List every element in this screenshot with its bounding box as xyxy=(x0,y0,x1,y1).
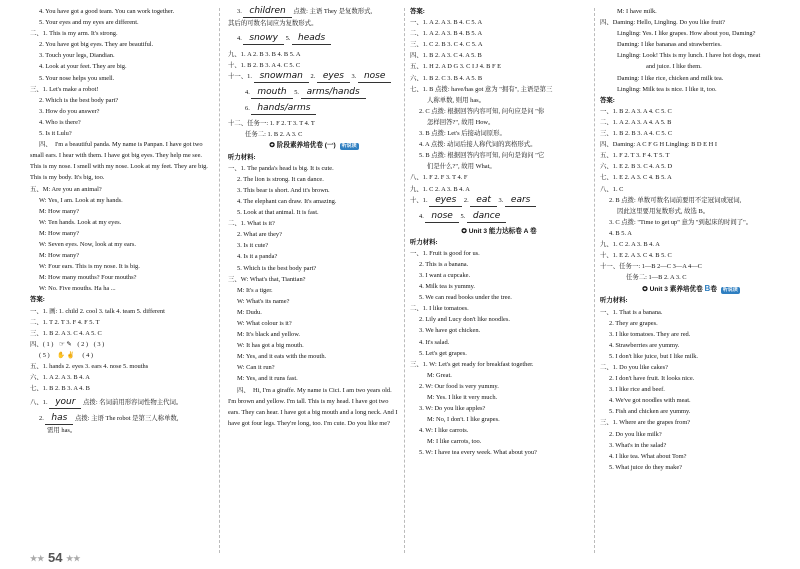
text-line: Lingling: Look! This is my lunch. I have hot dogs, meat xyxy=(617,52,761,60)
section-title xyxy=(410,226,588,237)
text-line: M: How many? xyxy=(39,252,80,260)
answer-line xyxy=(410,211,588,223)
text-line: 3. I want a cupcake. xyxy=(419,271,471,279)
answer-note: 点拨: 主语 The robot 是第三人称单数, xyxy=(74,415,179,423)
text-line: M: Yes, and it runs fast. xyxy=(237,375,298,383)
text-line: 2. I don't have fruit. It looks nice. xyxy=(609,375,695,383)
text-line: 4. Who is there? xyxy=(39,118,81,126)
section-suffix: 卷 xyxy=(710,286,717,294)
text-line: 3. Is it cute? xyxy=(237,242,269,250)
text-line: Lingling: Yes. I like grapes. How about you, Daming? xyxy=(617,30,756,38)
star-icon: ✪ xyxy=(461,227,467,235)
page-number-text: 54 xyxy=(47,550,63,565)
text-line: 二、1. I like tomatoes. xyxy=(410,305,469,313)
text-line: 2. What are they? xyxy=(237,231,282,239)
text-line: M: How many? xyxy=(39,229,80,237)
answers-heading: 答案: xyxy=(30,296,45,304)
handwritten-answer: dance xyxy=(467,211,506,223)
answer-number: 十、1. xyxy=(410,196,428,204)
answer-line: 一、1. 画: 1. child 2. cool 3. talk 4. team 5. different xyxy=(30,307,165,315)
text-line: W: No. Five mouths. Ha ha ... xyxy=(39,285,116,293)
answer-line: 八、1. C xyxy=(600,185,624,193)
answer-line: 二、1. A 2. A 3. B 4. B 5. A xyxy=(410,30,483,38)
text-line: M: I like carrots, too. xyxy=(427,438,482,446)
text-line: 三、1. Let's make a robot! xyxy=(30,85,99,93)
text-line: 5. What juice do they make? xyxy=(609,463,682,471)
text-line: 4. Look at your feet. They are big. xyxy=(39,63,127,71)
matching-answer xyxy=(30,350,210,361)
answer-line xyxy=(30,397,210,409)
text-line: 三、1. W: Let's get ready for breakfast together. xyxy=(410,360,534,368)
text-line: M: I have milk. xyxy=(617,8,657,15)
text-line: Daming: I like bananas and strawberries. xyxy=(617,41,722,49)
text-line: 3. I like tomatoes. They are red. xyxy=(609,330,691,338)
answer-line: 十、1. E 2. A 3. C 4. B 5. C xyxy=(600,252,672,260)
handwritten-answer: nose xyxy=(425,211,458,223)
text-line: 3. I like rice and beef. xyxy=(609,386,665,394)
thumb-icon: ✋ ✌ xyxy=(57,351,75,359)
text-line: 5. I don't like juice, but I like milk. xyxy=(609,352,699,360)
answer-line: 八、1. F 2. F 3. T 4. F xyxy=(410,174,468,182)
answer-number: 4. xyxy=(419,212,424,220)
answer-line: 十二、任务一: 1. F 2. T 3. T 4. T xyxy=(228,120,315,128)
answer-line: 2. B 点拨: 单数可数名词前要用不定冠词或冠词, xyxy=(609,196,742,204)
answer-line: 怎样回答?", 故用 How。 xyxy=(427,118,495,126)
answer-line: 七、1. E 2. A 3. C 4. B 5. A xyxy=(600,174,672,182)
answer-line: 五、1. hands 2. eyes 3. ears 4. nose 5. mouths xyxy=(30,363,149,370)
handwritten-answer: mouth xyxy=(251,87,292,99)
section-title xyxy=(228,140,400,151)
text-line: 4. W: I like carrots. xyxy=(419,427,469,435)
text-line: 2. Which is the best body part? xyxy=(39,96,119,104)
text-line: Lingling: Milk tea is nice. I like it, too. xyxy=(617,85,717,93)
answer-line: 五、1. H 2. A D G 3. C I J 4. B F E xyxy=(410,63,502,71)
text-line: M: Great. xyxy=(427,371,452,379)
text-line: M: It's a tiger. xyxy=(237,286,273,294)
passage: 四、 Hi, I'm a giraffe. My name is Cici. I am two years old. I'm brown and yellow. I'm tall. This is my head. I have got two ears. They can hear. I have got a big mouth and a long neck. And I have got four legs. They're long, too. I'm cute. Do you like me? xyxy=(228,386,398,427)
column-divider xyxy=(594,8,595,553)
answer-line: 任务二: 1. B 2. A 3. C xyxy=(245,131,303,139)
text-line: W: What colour is it? xyxy=(237,319,292,327)
answer-line: 九、1. C 2. A 3. B 4. A xyxy=(600,240,660,248)
handwritten-answer: children xyxy=(243,6,291,18)
text-line: M: No, I don't. I like grapes. xyxy=(427,416,500,424)
text-line: W: What's its name? xyxy=(237,297,290,305)
answer-number: 5. xyxy=(285,35,291,43)
listening-heading: 听力材料: xyxy=(410,238,438,246)
answer-line: 5. B 点拨: 根据回答内容可知, 问句是询问 "它 xyxy=(419,152,545,160)
text-line: 2. W: Our food is very yummy. xyxy=(419,382,499,390)
answer-line: 二、1. T 2. T 3. F 4. F 5. T xyxy=(30,318,100,326)
text-line: W: Seven eyes. Now, look at my ears. xyxy=(39,240,136,248)
answer-number: 八、1. xyxy=(30,399,48,407)
text-line: 4. It's salad. xyxy=(419,338,450,346)
answer-line: 4. B 5. A xyxy=(609,229,632,237)
text-line: M: How many mouths? Four mouths? xyxy=(39,274,137,282)
text-line: 4. Milk tea is yummy. xyxy=(419,283,476,291)
answer-line: 二、1. A 2. A 3. A 4. A 5. B xyxy=(600,118,672,126)
text-line: 4. You have got a good team. You can work together. xyxy=(39,8,175,15)
text-line: M: Yes. I like it very much. xyxy=(427,394,498,401)
listening-heading: 听力材料: xyxy=(228,153,256,161)
listening-heading: 听力材料: xyxy=(600,297,628,305)
handwritten-answer: eat xyxy=(470,195,497,207)
text-line: W: Yes, I am. Look at my hands. xyxy=(39,196,123,204)
text-line: W: It has got a big mouth. xyxy=(237,342,304,350)
answer-number: 3. xyxy=(351,73,357,81)
star-icon: ★★ xyxy=(30,554,45,564)
answer-number: 6. xyxy=(245,105,250,113)
section-title-text: Unit 3 能力达标卷 A 卷 xyxy=(468,227,537,235)
text-line: 3. We have got chicken. xyxy=(419,327,481,335)
answer-line: 一、1. B 2. A 3. A 4. C 5. C xyxy=(600,107,672,115)
text-line: 三、1. Where are the grapes from? xyxy=(600,419,691,427)
text-line: W: Ten hands. Look at my eyes. xyxy=(39,218,122,226)
answer-label: ( 3 ) xyxy=(93,340,105,348)
answer-number: 5. xyxy=(294,89,300,97)
text-line: M: How many? xyxy=(39,207,80,215)
answer-line: 需用 has。 xyxy=(47,427,77,435)
handwritten-answer: eyes xyxy=(429,195,462,207)
text-line: 3. How do you answer? xyxy=(39,107,100,115)
text-line: 五、M: Are you an animal? xyxy=(30,185,102,193)
text-line: 2. You have got big eyes. They are beautiful. xyxy=(39,41,154,49)
answer-label: ( 4 ) xyxy=(82,351,94,359)
answer-note: 点拨: 名词前用形容词性物主代词。 xyxy=(83,399,183,407)
text-line: 2. Do you like milk? xyxy=(609,430,662,438)
answer-line: 因此这里要用复数形式, 故选 B。 xyxy=(617,207,710,215)
text-line: and juice. I like them. xyxy=(646,63,702,71)
answer-line: 七、1. B 2. B 3. A 4. B xyxy=(30,385,90,393)
answer-note: 点拨: 主语 They 是复数形式, xyxy=(293,8,373,15)
answer-number: 2. xyxy=(310,73,316,81)
column-divider xyxy=(219,8,220,553)
handwritten-answer: hands/arms xyxy=(251,103,316,115)
answer-line: 三、1. C 2. B 3. C 4. C 5. A xyxy=(410,41,483,49)
column-4 xyxy=(600,6,782,555)
answer-line: 三、1. B 2. A 3. C 4. A 5. C xyxy=(30,329,102,337)
page-number xyxy=(30,550,80,565)
text-line: 4. Is it a panda? xyxy=(237,253,278,261)
text-line: M: It's black and yellow. xyxy=(237,331,301,339)
text-line: 5. Is it Lulu? xyxy=(39,130,72,138)
answer-label: 四、( 1 ) xyxy=(30,340,54,348)
text-line: M: Yes, and it eats with the mouth. xyxy=(237,353,327,361)
answer-line xyxy=(228,6,400,18)
star-icon: ★★ xyxy=(66,554,81,564)
handwritten-answer: snowy xyxy=(243,33,284,45)
text-line: 3. What's in the salad? xyxy=(609,441,667,449)
text-line: 4. Strawberries are yummy. xyxy=(609,341,680,349)
answer-line: 四、Daming: A C F G H Lingling: B D E H I xyxy=(600,141,717,149)
star-icon: ✪ xyxy=(642,286,648,294)
text-line: 4. We've got noodles with meat. xyxy=(609,397,691,405)
answer-line: 五、1. F 2. T 3. F 4. T 5. T xyxy=(600,152,670,160)
answer-line: 3. C 点拨: "Time to get up" 意为 "到起床的时间了"。 xyxy=(609,218,753,226)
section-badge: 听说读 xyxy=(341,143,357,150)
text-line: 5. We can read books under the tree. xyxy=(419,294,512,302)
answer-line xyxy=(228,71,400,83)
answer-line: 人称单数, 则用 has。 xyxy=(427,96,486,104)
matching-answer xyxy=(30,339,210,350)
answer-number: 4. xyxy=(237,35,242,43)
answer-line: 其后的可数名词应为复数形式。 xyxy=(228,20,318,27)
pointer-icon: ☞ ✎ xyxy=(59,340,72,348)
section-badge: 听说读 xyxy=(722,287,738,294)
answer-label: ( 5 ) xyxy=(39,351,50,359)
text-line: 2. Lily and Lucy don't like noodles. xyxy=(419,316,510,324)
answer-line: 任务二: 1—B 2. A 3. C xyxy=(626,274,687,282)
text-line: 5. W: I have tea every week. What about you? xyxy=(419,449,537,457)
section-title-text: Unit 3 素养培优卷 xyxy=(649,286,703,294)
column-3 xyxy=(410,6,588,555)
text-line: 一、1. That is a banana. xyxy=(600,308,663,316)
answer-label: ( 2 ) xyxy=(77,340,88,348)
column-1 xyxy=(30,6,210,555)
handwritten-answer: eyes xyxy=(317,71,350,83)
text-line: 4. The elephant can draw. It's amazing. xyxy=(237,197,337,205)
text-line: 4. I like tea. What about Tom? xyxy=(609,452,687,460)
handwritten-answer: your xyxy=(49,397,81,409)
answers-heading: 答案: xyxy=(410,8,425,15)
answer-line: 六、1. E 2. B 3. C 4. A 5. D xyxy=(600,163,673,171)
text-line: 5. Look at that animal. It is fast. xyxy=(237,209,319,217)
answer-line: 们是什么?", 故用 What。 xyxy=(427,163,496,171)
answer-line: 四、1. B 2. A 3. C 4. A 5. B xyxy=(410,52,482,60)
answer-number: 3. xyxy=(498,196,504,204)
answer-line xyxy=(228,87,400,99)
text-line: 一、1. The panda's head is big. It is cute. xyxy=(228,164,334,172)
column-2 xyxy=(228,6,400,555)
passage: 四、 I'm a beautiful panda. My name is Panpan. I have got two small ears. I hear with them. I have got big eyes. They help me see. This is my nose. I smell with my nose. Look at my feet. They are big. This is my body. It's big, too. xyxy=(30,141,208,182)
answers-heading: 答案: xyxy=(600,96,615,104)
answer-number: 2. xyxy=(463,196,469,204)
answer-line xyxy=(228,103,400,115)
handwritten-answer: snowman xyxy=(254,71,309,83)
section-title-text: 阶段素养培优卷 (一) xyxy=(276,142,336,150)
text-line: 3. This bear is short. And it's brown. xyxy=(237,186,330,194)
text-line: 一、1. Fruit is good for us. xyxy=(410,249,480,257)
section-title xyxy=(600,283,782,295)
text-line: 二、1. What is it? xyxy=(228,220,275,228)
text-line: 二、1. Do you like cakes? xyxy=(600,364,668,371)
answer-line: 3. B 点拨: Let's 后接动词原形。 xyxy=(419,130,506,138)
handwritten-answer: nose xyxy=(358,71,391,83)
answer-line: 九、1. A 2. B 3. B 4. B 5. A xyxy=(228,51,301,59)
answer-line: 十一、任务一: 1—B 2—C 3—A 4—C xyxy=(600,263,702,271)
text-line: W: Four ears. This is my nose. It is big. xyxy=(39,263,140,271)
answer-line: 九、1. C 2. A 3. B 4. A xyxy=(410,185,470,193)
answer-line: 一、1. A 2. A 3. B 4. C 5. A xyxy=(410,19,483,27)
text-line: 3. W: Do you like apples? xyxy=(419,405,486,413)
handwritten-answer: has xyxy=(45,413,73,425)
text-line: 二、1. This is my arm. It's strong. xyxy=(30,30,118,38)
text-line: 5. Which is the best body part? xyxy=(237,264,317,272)
handwritten-answer: arms/hands xyxy=(301,87,366,99)
column-divider xyxy=(404,8,405,553)
answer-number: 3. xyxy=(237,8,242,15)
handwritten-answer: ears xyxy=(505,195,536,207)
text-line: Daming: I like rice, chicken and milk tea. xyxy=(617,74,724,82)
answer-line xyxy=(228,33,400,45)
text-line: 3. Touch your legs, Diandian. xyxy=(39,52,115,60)
answer-number: 十一、1. xyxy=(228,73,252,81)
text-line: 2. They are grapes. xyxy=(609,319,658,327)
text-line: 2. The lion is strong. It can dance. xyxy=(237,175,324,183)
answer-line: 4. A 点拨: 动词后接人称代词的宾格形式。 xyxy=(419,141,537,149)
answer-number: 2. xyxy=(39,415,44,423)
text-line: M: Dudu. xyxy=(237,308,262,316)
answer-line: 2. C 点拨: 根据回答内容可知, 问句应是问 "你 xyxy=(419,107,545,115)
answer-number: 5. xyxy=(460,212,466,220)
answer-number: 4. xyxy=(245,89,250,97)
answer-line: 六、1. B 2. C 3. B 4. A 5. B xyxy=(410,74,483,82)
text-line: 三、W: What's that, Tiantian? xyxy=(228,275,306,283)
answer-line: 十、1. B 2. B 3. A 4. C 5. C xyxy=(228,62,301,70)
answer-line xyxy=(30,413,210,425)
answer-line: 六、1. A 2. A 3. B 4. A xyxy=(30,374,90,382)
text-line: 5. Your nose helps you smell. xyxy=(39,74,115,82)
star-icon: ✪ xyxy=(269,142,275,150)
text-line: W: Can it run? xyxy=(237,364,275,372)
text-line: 5. Your eyes and my eyes are different. xyxy=(39,19,139,27)
text-line: 2. This is a banana. xyxy=(419,260,469,268)
text-line: 5. Fish and chicken are yummy. xyxy=(609,408,691,416)
handwritten-answer: heads xyxy=(292,33,331,45)
answer-line: 七、1. B 点拨: have/has got 意为 "拥有", 主语是第三 xyxy=(410,85,553,93)
text-line: 5. Let's get grapes. xyxy=(419,349,467,357)
section-letter: B xyxy=(704,284,711,294)
answer-line xyxy=(410,195,588,207)
answer-line: 三、1. B 2. B 3. A 4. C 5. C xyxy=(600,130,673,138)
text-line: 四、Daming: Hello, Lingling. Do you like fruit? xyxy=(600,19,725,27)
